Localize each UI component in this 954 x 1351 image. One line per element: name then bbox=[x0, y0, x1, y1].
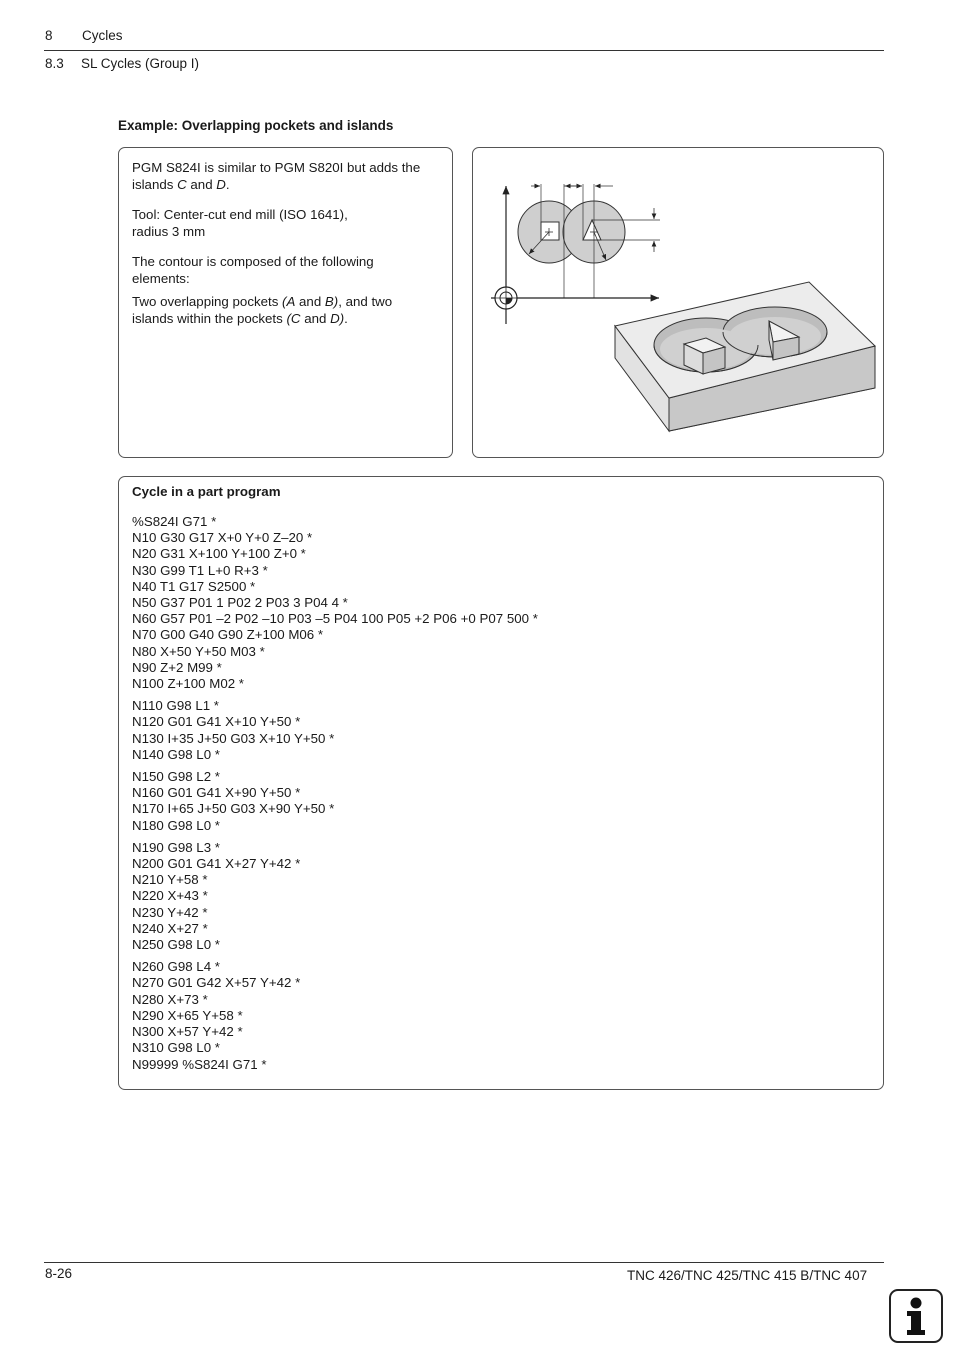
program-line: N120 G01 G41 X+10 Y+50 * bbox=[132, 714, 301, 730]
program-line: N100 Z+100 M02 * bbox=[132, 676, 244, 692]
program-heading: Cycle in a part program bbox=[132, 484, 281, 499]
program-line: N230 Y+42 * bbox=[132, 904, 208, 920]
program-line: N250 G98 L0 * bbox=[132, 937, 220, 953]
section-number: 8.3 bbox=[45, 56, 64, 71]
program-line: N90 Z+2 M99 * bbox=[132, 659, 222, 675]
program-line: N10 G30 G17 X+0 Y+0 Z–20 * bbox=[132, 530, 313, 546]
footer-rule bbox=[44, 1262, 884, 1263]
program-line: N200 G01 G41 X+27 Y+42 * bbox=[132, 856, 301, 872]
program-line: N310 G98 L0 * bbox=[132, 1040, 220, 1056]
program-line: N210 Y+58 * bbox=[132, 872, 208, 888]
program-block-main bbox=[132, 514, 538, 692]
chapter-title: Cycles bbox=[82, 28, 123, 43]
workpiece-diagram bbox=[473, 148, 883, 457]
section-title: SL Cycles (Group I) bbox=[81, 56, 200, 71]
program-line: N290 X+65 Y+58 * bbox=[132, 1007, 243, 1023]
program-line: %S824I G71 * bbox=[132, 514, 217, 529]
program-block-l3 bbox=[132, 840, 538, 953]
program-box bbox=[118, 476, 884, 1090]
description-paragraph-2: Tool: Center-cut end mill (ISO 1641), radius 3 mm bbox=[132, 207, 348, 239]
program-line: N240 X+27 * bbox=[132, 920, 208, 936]
program-line: N30 G99 T1 L+0 R+3 * bbox=[132, 562, 268, 578]
page-number: 8-26 bbox=[45, 1266, 73, 1281]
program-line: N190 G98 L3 * bbox=[132, 839, 220, 855]
description-paragraph-1: PGM S824I is similar to PGM S820I but adds the islands C and D. bbox=[132, 160, 421, 192]
program-line: N180 G98 L0 * bbox=[132, 817, 220, 833]
header-rule bbox=[44, 50, 884, 51]
program-line: N300 X+57 Y+42 * bbox=[132, 1024, 243, 1040]
program-line: N20 G31 X+100 Y+100 Z+0 * bbox=[132, 546, 306, 562]
program-line: N130 I+35 J+50 G03 X+10 Y+50 * bbox=[132, 730, 335, 746]
program-listing bbox=[132, 514, 538, 1073]
program-block-l2 bbox=[132, 769, 538, 834]
program-line: N260 G98 L4 * bbox=[132, 959, 220, 975]
program-block-l1 bbox=[132, 698, 538, 763]
program-line: N170 I+65 J+50 G03 X+90 Y+50 * bbox=[132, 801, 335, 817]
program-line: N60 G57 P01 –2 P02 –10 P03 –5 P04 100 P05 +2 P06 +0 P07 500 * bbox=[132, 611, 538, 627]
product-name: TNC 426/TNC 425/TNC 415 B/TNC 407 bbox=[627, 1268, 868, 1283]
program-line: N280 X+73 * bbox=[132, 991, 208, 1007]
description-paragraph-3: The contour is composed of the following elements: bbox=[132, 254, 374, 286]
figure-box bbox=[472, 147, 884, 458]
program-line: N140 G98 L0 * bbox=[132, 746, 220, 762]
plan-view bbox=[491, 184, 660, 324]
program-block-l4 bbox=[132, 959, 538, 1072]
program-line: N40 T1 G17 S2500 * bbox=[132, 578, 256, 594]
program-line: N99999 %S824I G71 * bbox=[132, 1056, 267, 1072]
program-line: N270 G01 G42 X+57 Y+42 * bbox=[132, 975, 301, 991]
example-heading: Example: Overlapping pockets and islands bbox=[118, 118, 394, 133]
description-box bbox=[118, 147, 453, 458]
workpiece-3d-view bbox=[615, 282, 875, 431]
program-line: N150 G98 L2 * bbox=[132, 769, 220, 785]
program-line: N110 G98 L1 * bbox=[132, 698, 219, 714]
info-icon[interactable] bbox=[889, 1289, 943, 1343]
description-paragraph-4: Two overlapping pockets (A and B), and two islands within the pockets (C and D). bbox=[132, 294, 393, 326]
program-line: N70 G00 G40 G90 Z+100 M06 * bbox=[132, 627, 324, 643]
program-line: N80 X+50 Y+50 M03 * bbox=[132, 643, 265, 659]
chapter-number: 8 bbox=[45, 28, 53, 43]
program-line: N220 X+43 * bbox=[132, 888, 208, 904]
program-line: N160 G01 G41 X+90 Y+50 * bbox=[132, 785, 301, 801]
program-line: N50 G37 P01 1 P02 2 P03 3 P04 4 * bbox=[132, 595, 348, 611]
